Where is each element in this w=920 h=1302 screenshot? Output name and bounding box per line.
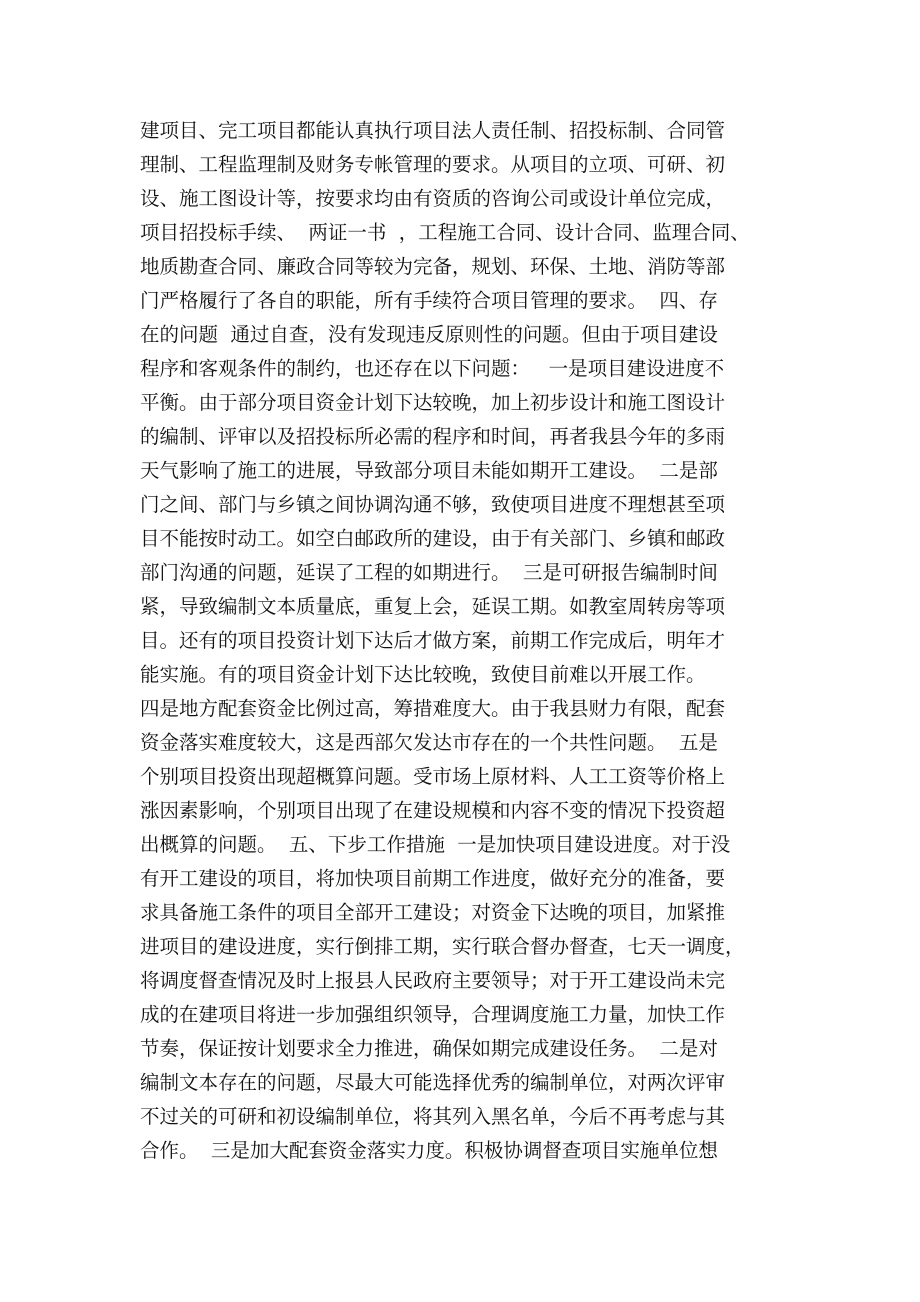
text-line-01: 建项目、完工项目都能认真执行项目法人责任制、招投标制、合同管 xyxy=(140,119,726,142)
text-line-28: 节奏，保证按计划要求全力推进，确保如期完成建设任务。 二是对 xyxy=(140,1037,718,1060)
text-line-05: 地质勘查合同、廉政合同等较为完备，规划、环保、土地、消防等部 xyxy=(140,255,726,278)
text-line-06: 门严格履行了各自的职能，所有手续符合项目管理的要求。 四、存 xyxy=(140,289,718,312)
text-line-31: 合作。 三是加大配套资金落实力度。积极协调督查项目实施单位想 xyxy=(140,1139,718,1162)
text-line-12: 门之间、部门与乡镇之间协调沟通不够，致使项目进度不理想甚至项 xyxy=(140,493,726,516)
text-line-29: 编制文本存在的问题，尽最大可能选择优秀的编制单位，对两次评审 xyxy=(140,1071,726,1094)
text-line-13: 目不能按时动工。如空白邮政所的建设，由于有关部门、乡镇和邮政 xyxy=(140,527,726,550)
text-line-16: 目。还有的项目投资计划下达后才做方案，前期工作完成后，明年才 xyxy=(140,629,726,652)
text-line-04: 项目招投标手续、 两证一书 ，工程施工合同、设计合同、监理合同、 xyxy=(140,221,750,244)
text-line-07: 在的问题 通过自查，没有发现违反原则性的问题。但由于项目建设 xyxy=(140,323,718,346)
text-line-20: 个别项目投资出现超概算问题。受市场上原材料、人工工资等价格上 xyxy=(140,765,726,788)
text-line-27: 成的在建项目将进一步加强组织领导，合理调度施工力量，加快工作 xyxy=(140,1003,726,1026)
text-line-15: 紧，导致编制文本质量底，重复上会，延误工期。如教室周转房等项 xyxy=(140,595,726,618)
text-line-14: 部门沟通的问题，延误了工程的如期进行。 三是可研报告编制时间 xyxy=(140,561,718,584)
text-line-23: 有开工建设的项目，将加快项目前期工作进度，做好充分的准备，要 xyxy=(140,867,726,890)
text-line-24: 求具备施工条件的项目全部开工建设；对资金下达晚的项目，加紧推 xyxy=(140,901,726,924)
text-line-17: 能实施。有的项目资金计划下达比较晚，致使目前难以开展工作。 xyxy=(140,663,706,686)
text-line-08: 程序和客观条件的制约，也还存在以下问题： 一是项目建设进度不 xyxy=(140,357,725,380)
text-line-25: 进项目的建设进度，实行倒排工期，实行联合督办督查，七天一调度， xyxy=(140,935,745,958)
text-line-02: 理制、工程监理制及财务专帐管理的要求。从项目的立项、可研、初 xyxy=(140,153,726,176)
text-line-10: 的编制、评审以及招投标所必需的程序和时间，再者我县今年的多雨 xyxy=(140,425,726,448)
text-line-22: 出概算的问题。 五、下步工作措施 一是加快项目建设进度。对于没 xyxy=(140,833,731,856)
text-line-30: 不过关的可研和初设编制单位，将其列入黑名单，今后不再考虑与其 xyxy=(140,1105,726,1128)
text-line-26: 将调度督查情况及时上报县人民政府主要领导；对于开工建设尚未完 xyxy=(140,969,726,992)
text-line-03: 设、施工图设计等，按要求均由有资质的咨询公司或设计单位完成， xyxy=(140,187,726,210)
text-line-09: 平衡。由于部分项目资金计划下达较晚，加上初步设计和施工图设计 xyxy=(140,391,726,414)
text-line-18: 四是地方配套资金比例过高，筹措难度大。由于我县财力有限，配套 xyxy=(140,697,726,720)
text-line-21: 涨因素影响，个别项目出现了在建设规模和内容不变的情况下投资超 xyxy=(140,799,726,822)
body-text xyxy=(140,114,800,1168)
text-line-19: 资金落实难度较大，这是西部欠发达市存在的一个共性问题。 五是 xyxy=(140,731,718,754)
text-line-11: 天气影响了施工的进展，导致部分项目未能如期开工建设。 二是部 xyxy=(140,459,718,482)
